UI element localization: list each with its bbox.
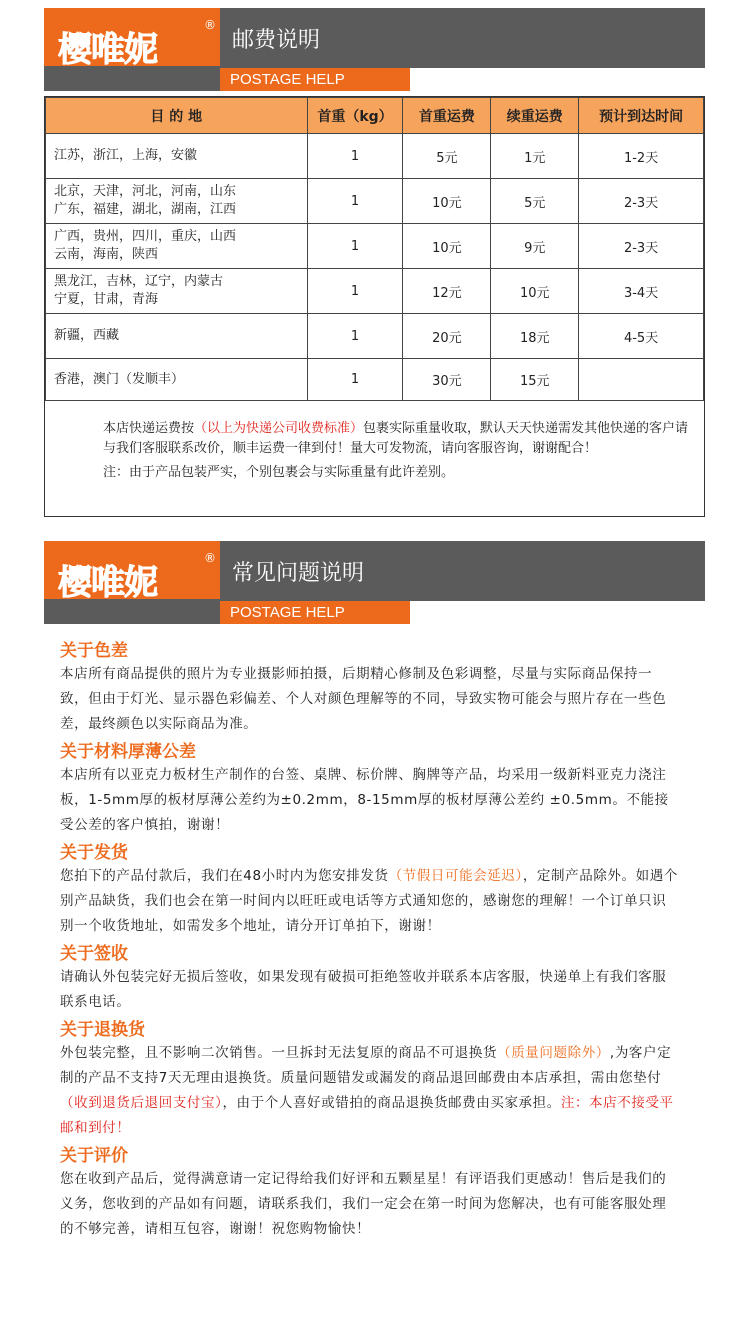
banner-title: 常见问题说明 bbox=[232, 561, 365, 586]
cell-additional-fee: 5元 bbox=[491, 179, 579, 224]
table-row bbox=[46, 224, 704, 269]
header-first-fee: 首重运费 bbox=[403, 98, 491, 134]
faq-heading-review: 关于评价 bbox=[60, 1146, 128, 1166]
faq-body-returns bbox=[60, 1041, 680, 1141]
faq-body-review: 您在收到产品后，觉得满意请一定记得给我们好评和五颗星星！有评语我们更感动！售后是我们的义务，您收到的产品如有问题，请联系我们，我们一定会在第一时间为您解决，也有可能客服处理的不够完善，请相互包容，谢谢！祝您购物愉快！ bbox=[60, 1171, 667, 1237]
cell-first-fee: 12元 bbox=[403, 269, 491, 314]
note-paragraph bbox=[69, 419, 690, 459]
table-row bbox=[46, 359, 704, 401]
cell-first-weight: 1 bbox=[307, 134, 403, 179]
cell-delivery-time: 3-4天 bbox=[579, 269, 704, 314]
faq-banner bbox=[44, 541, 705, 624]
banner-subtitle-box bbox=[220, 601, 410, 624]
cell-first-weight: 1 bbox=[307, 224, 403, 269]
banner-subtitle-box bbox=[220, 68, 410, 91]
faq-body-thickness: 本店所有以亚克力板材生产制作的台签、桌牌、标价牌、胸牌等产品，均采用一级新料亚克力浇注板，1-5mm厚的板材厚薄公差约为±0.2mm，8-15mm厚的板材厚薄公差约 ±0.5mm。不能接受公差的客户慎拍，谢谢！ bbox=[60, 767, 669, 833]
note-text: 包裹实际重量收取，默认天天快递需发其他快递的客户请与我们客服联系改价，顺丰运费一律到付！量大可发物流，请向客服咨询，谢谢配合！ bbox=[103, 421, 689, 456]
faq-body-color: 本店所有商品提供的照片为专业摄影师拍摄，后期精心修制及色彩调整，尽量与实际商品保持一致，但由于灯光、显示器色彩偏差、个人对颜色理解等的不同，导致实物可能会与照片存在一些色差，最终颜色以实际商品为准。 bbox=[60, 666, 667, 732]
cell-delivery-time: 2-3天 bbox=[579, 224, 704, 269]
cell-first-weight: 1 bbox=[307, 269, 403, 314]
banner-title-box bbox=[220, 8, 705, 68]
faq-heading-shipping: 关于发货 bbox=[60, 843, 128, 863]
brand-logo: 樱唯妮 bbox=[58, 563, 157, 603]
banner-subtitle: POSTAGE HELP bbox=[230, 71, 345, 88]
cell-first-weight: 1 bbox=[307, 179, 403, 224]
cell-additional-fee: 18元 bbox=[491, 314, 579, 359]
cell-destination: 黑龙江，吉林，辽宁，内蒙古 宁夏，甘肃，青海 bbox=[46, 269, 308, 314]
cell-first-fee: 30元 bbox=[403, 359, 491, 401]
faq-highlight: （质量问题除外） bbox=[497, 1045, 610, 1061]
note-disclaimer: 注：由于产品包装严实，个别包裹会与实际重量有此许差别。 bbox=[103, 465, 455, 480]
table-header-row bbox=[46, 98, 704, 134]
registered-mark: ® bbox=[204, 18, 216, 32]
cell-first-fee: 20元 bbox=[403, 314, 491, 359]
banner-title-box bbox=[220, 541, 705, 601]
faq-text: ，定制产品除外。如遇个别产品缺货，我们也会在第一时间内以旺旺或电话等方式通知您的，感谢您的理解！一个订单只识别一个收货地址，如需发多个地址，请分开订单拍下，谢谢！ bbox=[60, 868, 678, 934]
faq-body-receipt: 请确认外包装完好无损后签收，如果发现有破损可拒绝签收并联系本店客服，快递单上有我们客服联系电话。 bbox=[60, 969, 667, 1010]
cell-destination: 北京，天津，河北，河南，山东 广东，福建，湖北，湖南，江西 bbox=[46, 179, 308, 224]
faq-highlight: （节假日可能会延迟） bbox=[388, 868, 523, 884]
postage-notes bbox=[45, 409, 704, 487]
faq-text: 您拍下的产品付款后，我们在48小时内为您安排发货 bbox=[60, 868, 389, 884]
cell-delivery-time: 4-5天 bbox=[579, 314, 704, 359]
faq-text: 外包装完整，且不影响二次销售。一旦拆封无法复原的商品不可退换货 bbox=[60, 1045, 498, 1061]
cell-delivery-time: 1-2天 bbox=[579, 134, 704, 179]
faq-highlight: （收到退货后退回支付宝） bbox=[60, 1095, 223, 1111]
cell-additional-fee: 1元 bbox=[491, 134, 579, 179]
banner-title: 邮费说明 bbox=[232, 28, 321, 53]
cell-additional-fee: 15元 bbox=[491, 359, 579, 401]
cell-first-weight: 1 bbox=[307, 314, 403, 359]
table-row bbox=[46, 314, 704, 359]
faq-body-shipping bbox=[60, 864, 680, 939]
faq-heading-receipt: 关于签收 bbox=[60, 944, 128, 964]
registered-mark: ® bbox=[204, 551, 216, 565]
header-destination: 目 的 地 bbox=[46, 98, 308, 134]
table-row bbox=[46, 269, 704, 314]
cell-delivery-time bbox=[579, 359, 704, 401]
cell-destination: 广西，贵州，四川，重庆，山西 云南，海南，陕西 bbox=[46, 224, 308, 269]
cell-additional-fee: 10元 bbox=[491, 269, 579, 314]
faq-heading-thickness: 关于材料厚薄公差 bbox=[60, 742, 196, 762]
cell-delivery-time: 2-3天 bbox=[579, 179, 704, 224]
table-row bbox=[46, 179, 704, 224]
note-highlight: （以上为快递公司收费标准） bbox=[194, 421, 364, 436]
cell-first-fee: 10元 bbox=[403, 224, 491, 269]
header-first-weight: 首重（kg） bbox=[307, 98, 403, 134]
note-text: 本店快递运费按 bbox=[103, 421, 195, 436]
table-row bbox=[46, 134, 704, 179]
faq-warning: 注：本店不接受平邮和到付！ bbox=[60, 1095, 674, 1136]
faq-text: ,为客户定制的产品不支持7天无理由退换货。质量问题错发或漏发的商品退回邮费由本店承担，需由您垫付 bbox=[60, 1045, 672, 1086]
brand-logo: 樱唯妮 bbox=[58, 30, 157, 70]
cell-destination: 新疆，西藏 bbox=[46, 314, 308, 359]
faq-heading-returns: 关于退换货 bbox=[60, 1020, 145, 1040]
postage-banner bbox=[44, 8, 705, 91]
cell-destination: 香港，澳门（发顺丰） bbox=[46, 359, 308, 401]
cell-first-fee: 5元 bbox=[403, 134, 491, 179]
faq-text: ，由于个人喜好或错拍的商品退换货邮费由买家承担。 bbox=[222, 1095, 561, 1111]
cell-first-weight: 1 bbox=[307, 359, 403, 401]
postage-table-box bbox=[44, 96, 705, 517]
banner-subtitle: POSTAGE HELP bbox=[230, 604, 345, 621]
faq-section bbox=[60, 636, 680, 1242]
header-delivery-time: 预计到达时间 bbox=[579, 98, 704, 134]
cell-destination: 江苏，浙江，上海，安徽 bbox=[46, 134, 308, 179]
header-additional-fee: 续重运费 bbox=[491, 98, 579, 134]
cell-additional-fee: 9元 bbox=[491, 224, 579, 269]
postage-table bbox=[45, 97, 704, 401]
cell-first-fee: 10元 bbox=[403, 179, 491, 224]
faq-heading-color: 关于色差 bbox=[60, 641, 128, 661]
